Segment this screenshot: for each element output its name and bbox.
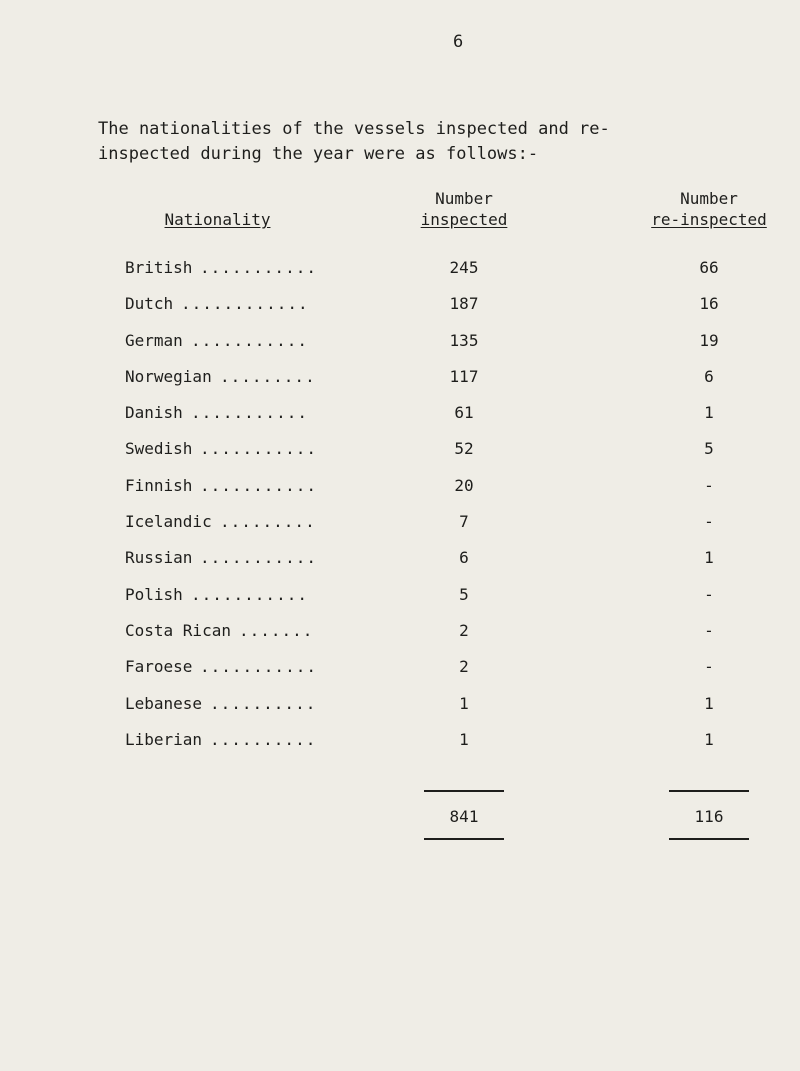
row-nationality: Lebanese: [125, 693, 203, 713]
row-reinspected: 1: [704, 403, 714, 423]
leader-dots: .......: [239, 620, 314, 640]
row-inspected: 2: [459, 620, 469, 640]
row-reinspected: 1: [704, 729, 714, 749]
table-row: [0, 331, 800, 367]
row-inspected: 187: [449, 294, 479, 314]
row-inspected: 20: [454, 475, 474, 495]
row-reinspected: 5: [704, 439, 714, 459]
row-inspected: 6: [459, 548, 469, 568]
row-reinspected: -: [704, 620, 714, 640]
leader-dots: ...........: [200, 475, 317, 495]
leader-dots: ...........: [200, 258, 317, 277]
table-row: [0, 694, 800, 730]
row-nationality: German: [125, 330, 183, 350]
total-rule-top-reinspected: [669, 790, 749, 792]
row-inspected: 117: [449, 366, 479, 386]
leader-dots: ..........: [210, 729, 317, 749]
leader-dots: ...........: [191, 403, 308, 423]
total-reinspected: 116: [694, 807, 724, 826]
total-rule-bottom-reinspected: [669, 838, 749, 840]
row-nationality: Costa Rican: [125, 620, 231, 640]
table-row: [0, 585, 800, 621]
leader-dots: .........: [220, 512, 316, 532]
header-inspected: [394, 188, 534, 230]
row-reinspected: 16: [699, 294, 719, 314]
row-nationality: Danish: [125, 403, 183, 423]
row-nationality: Russian: [125, 548, 193, 568]
table-row: [0, 512, 800, 548]
row-nationality: Icelandic: [125, 512, 212, 532]
leader-dots: ...........: [191, 584, 308, 604]
row-inspected: 2: [459, 657, 469, 677]
row-nationality: British: [125, 258, 193, 277]
row-nationality: Norwegian: [125, 366, 212, 386]
row-inspected: 135: [449, 330, 479, 350]
leader-dots: ...........: [191, 330, 308, 350]
table-row: [0, 621, 800, 657]
header-inspected-line1: Number: [435, 189, 493, 208]
row-reinspected: 66: [699, 258, 719, 277]
row-reinspected: -: [704, 512, 714, 532]
leader-dots: .........: [220, 366, 316, 386]
row-nationality: Dutch: [125, 294, 174, 314]
row-reinspected: -: [704, 475, 714, 495]
table-row: [0, 476, 800, 512]
total-rule-bottom-inspected: [424, 838, 504, 840]
leader-dots: ...........: [200, 657, 317, 677]
header-nationality: [125, 209, 310, 230]
table-row: [0, 403, 800, 439]
row-inspected: 5: [459, 584, 469, 604]
header-reinspected: [624, 188, 794, 230]
leader-dots: ...........: [200, 548, 317, 568]
row-reinspected: 19: [699, 330, 719, 350]
row-reinspected: 1: [704, 548, 714, 568]
row-nationality: Polish: [125, 584, 183, 604]
table-row: [0, 367, 800, 403]
total-rule-top-inspected: [424, 790, 504, 792]
row-nationality: Swedish: [125, 439, 193, 459]
row-inspected: 7: [459, 512, 469, 532]
table-row: [0, 439, 800, 475]
table-row: [0, 730, 800, 766]
row-nationality: Liberian: [125, 729, 203, 749]
header-nationality-label: Nationality: [164, 210, 271, 229]
table-row: [0, 294, 800, 330]
table-row: [0, 657, 800, 693]
row-inspected: 52: [454, 439, 474, 459]
row-inspected: 1: [459, 693, 469, 713]
intro-paragraph: The nationalities of the vessels inspected and re- inspected during the year were as follows:-: [98, 119, 610, 164]
row-reinspected: -: [704, 584, 714, 604]
table-row: [0, 548, 800, 584]
row-inspected: 1: [459, 729, 469, 749]
row-reinspected: -: [704, 657, 714, 677]
nationality-table: [0, 258, 800, 766]
leader-dots: ...........: [200, 439, 317, 459]
table-row: [0, 258, 800, 294]
page-number: 6: [453, 32, 464, 52]
row-inspected: 61: [454, 403, 474, 423]
row-nationality: Faroese: [125, 657, 193, 677]
row-reinspected: 6: [704, 366, 714, 386]
row-reinspected: 1: [704, 693, 714, 713]
header-reinspected-line2: re-inspected: [651, 210, 767, 229]
row-nationality: Finnish: [125, 475, 193, 495]
header-reinspected-line1: Number: [680, 189, 738, 208]
leader-dots: ..........: [210, 693, 317, 713]
row-inspected: 245: [449, 258, 479, 277]
leader-dots: ............: [181, 294, 309, 314]
header-inspected-line2: inspected: [420, 210, 508, 229]
total-inspected: 841: [449, 807, 479, 826]
